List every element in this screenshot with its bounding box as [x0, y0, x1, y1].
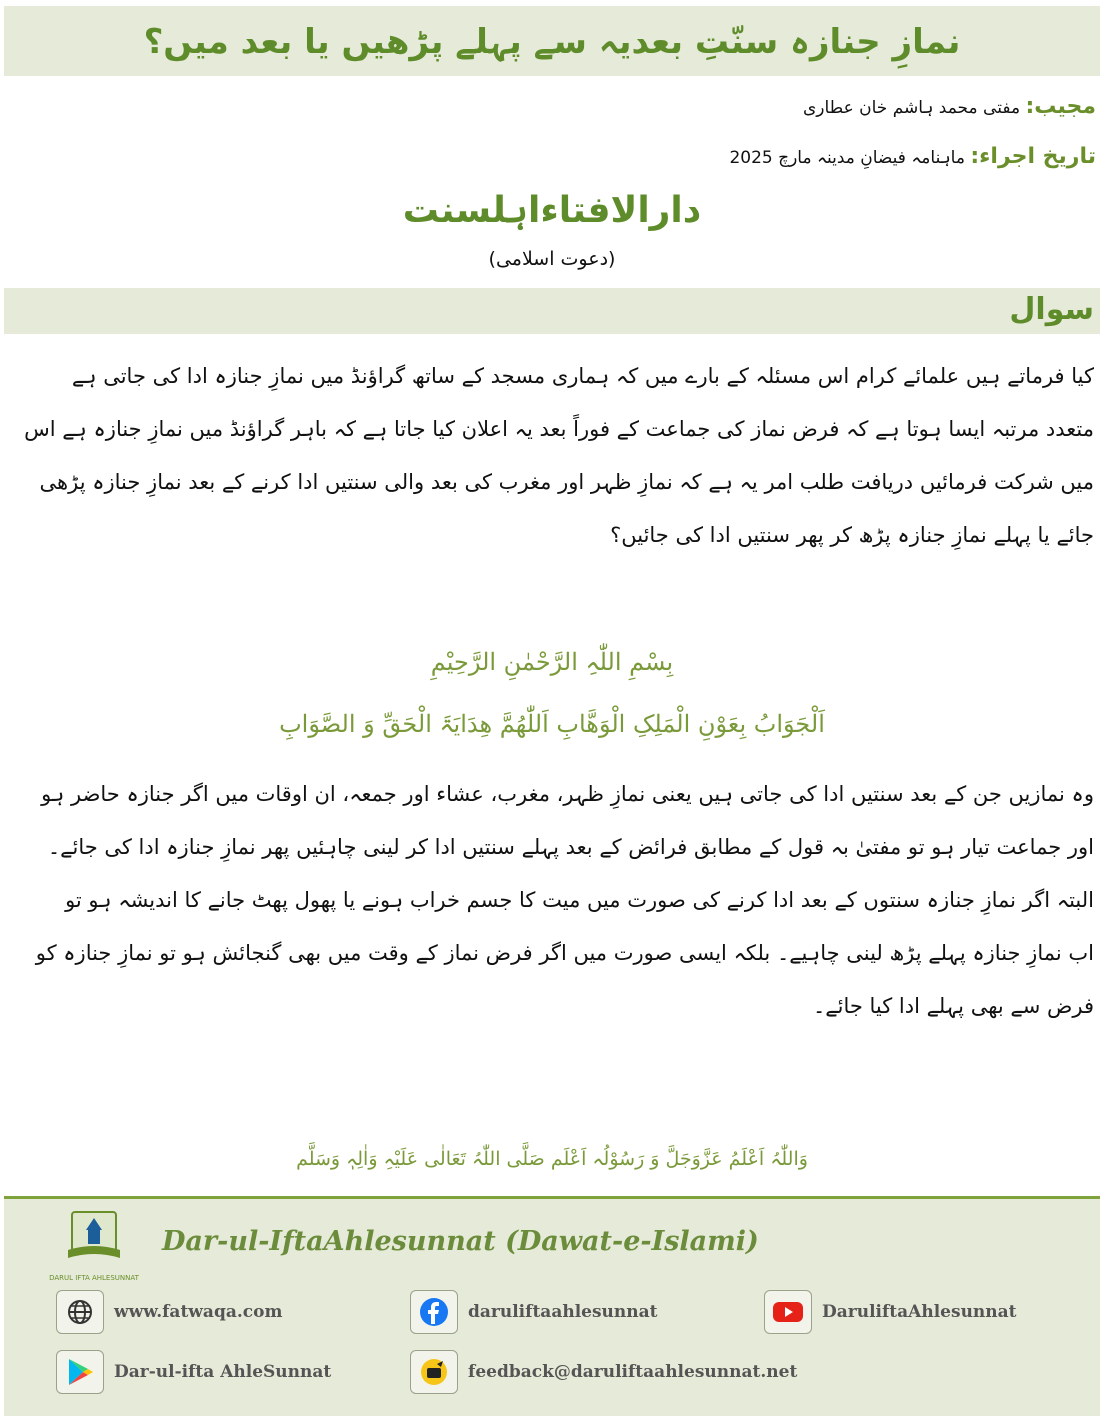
book-logo-icon: [46, 1208, 142, 1268]
play-store-text: Dar-ul-ifta AhleSunnat: [114, 1362, 332, 1382]
question-line: متعدد مرتبہ ایسا ہوتا ہے کہ فرض نماز کی جماعت کے فوراً بعد یہ اعلان کیا جاتا ہے کہ باہر گراؤنڈ میں نمازِ جنازہ ہے اس: [24, 417, 1094, 441]
date-value: ماہنامہ فیضانِ مدینہ مارچ 2025: [729, 148, 965, 168]
answer-opening: اَلْجَوَابُ بِعَوْنِ الْمَلِکِ الْوَھَّابِ اَللّٰھُمَّ ھِدَایَۃَ الْحَقِّ وَ الصَّوَابِ: [279, 710, 825, 738]
org-name: Dar-ul-IftaAhlesunnat (Dawat-e-Islami): [162, 1226, 759, 1257]
question-heading: سوال: [1009, 292, 1094, 327]
feedback-icon: [410, 1350, 458, 1394]
website-text: www.fatwaqa.com: [114, 1302, 283, 1322]
facebook-text: daruliftaahlesunnat: [468, 1302, 658, 1322]
question-line: میں شرکت فرمائیں دریافت طلب امر یہ ہے کہ نمازِ ظہر اور مغرب کی بعد والی سنتیں ادا کرنے کے بعد نمازِ جنازہ پڑھی: [39, 470, 1094, 494]
question-heading-band: [4, 288, 1100, 334]
answer-line: فرض سے بھی پہلے ادا کیا جائے۔: [813, 994, 1094, 1018]
date-label: تاریخ اجراء:: [970, 144, 1096, 169]
youtube-text: DaruliftaAhlesunnat: [822, 1302, 1017, 1322]
answer-line: اور جماعت تیار ہو تو مفتیٰ بہ قول کے مطابق فرائض کے بعد پہلے سنتیں ادا کر لینی چاہئیں پھر نمازِ جنازہ ادا کی جائے۔: [47, 835, 1094, 859]
bismillah: بِسْمِ اللّٰہِ الرَّحْمٰنِ الرَّحِیْمِ: [430, 648, 674, 676]
website-link[interactable]: [56, 1290, 282, 1334]
feedback-link[interactable]: [410, 1350, 797, 1394]
play-store-link[interactable]: [56, 1350, 331, 1394]
answer-line: البتہ اگر نمازِ جنازہ سنتوں کے بعد ادا کرنے کی صورت میں میت کا جسم خراب ہونے یا پھول پھٹ جانے کا اندیشہ ہو تو: [65, 888, 1094, 912]
logo-caption: DARUL IFTA AHLESUNNAT: [49, 1274, 139, 1282]
answer-text: [12, 768, 1094, 1033]
feedback-text: feedback@daruliftaahlesunnat.net: [468, 1362, 798, 1382]
answer-line: وہ نمازیں جن کے بعد سنتیں ادا کی جاتی ہیں یعنی نمازِ ظہر، مغرب، عشاء اور جمعہ، ان اوقات میں اگر جنازہ حاضر ہو: [41, 782, 1094, 806]
globe-icon: [56, 1290, 104, 1334]
facebook-icon: [410, 1290, 458, 1334]
youtube-link[interactable]: [764, 1290, 1017, 1334]
org-logo: [46, 1208, 142, 1284]
closing-invocation: وَاللّٰہُ اَعْلَمُ عَزَّوَجَلَّ وَ رَسُوْلُہ اَعْلَم صَلَّی اللّٰہُ تَعَالٰی عَلَیْہِ وَاٰلِہٖ وَسَلَّم: [296, 1148, 808, 1170]
question-text: [12, 350, 1094, 562]
youtube-icon: [764, 1290, 812, 1334]
mujeeb-value: مفتی محمد ہاشم خان عطاری: [802, 98, 1021, 118]
date-line: [729, 144, 1096, 169]
mujeeb-line: [803, 94, 1096, 119]
mujeeb-label: مجیب:: [1025, 94, 1096, 119]
question-line: کیا فرماتے ہیں علمائے کرام اس مسئلہ کے بارے میں کہ ہماری مسجد کے ساتھ گراؤنڈ میں نمازِ جنازہ ادا کی جاتی ہے: [71, 364, 1094, 388]
institution-subtitle: (دعوت اسلامی): [488, 248, 616, 270]
answer-line: اب نمازِ جنازہ پہلے پڑھ لینی چاہیے۔ بلکہ ایسی صورت میں اگر فرض نماز کے وقت میں بھی گنجائش ہو تو نمازِ جنازہ کو: [35, 941, 1094, 965]
facebook-link[interactable]: [410, 1290, 657, 1334]
play-store-icon: [56, 1350, 104, 1394]
page-title: نمازِ جنازہ سنّتِ بعدیہ سے پہلے پڑھیں یا بعد میں؟: [143, 21, 961, 62]
question-line: جائے یا پہلے نمازِ جنازہ پڑھ کر پھر سنتیں ادا کی جائیں؟: [610, 523, 1094, 547]
institution-name: دارالافتاءاہلسنت: [402, 190, 702, 231]
title-banner: [4, 6, 1100, 76]
